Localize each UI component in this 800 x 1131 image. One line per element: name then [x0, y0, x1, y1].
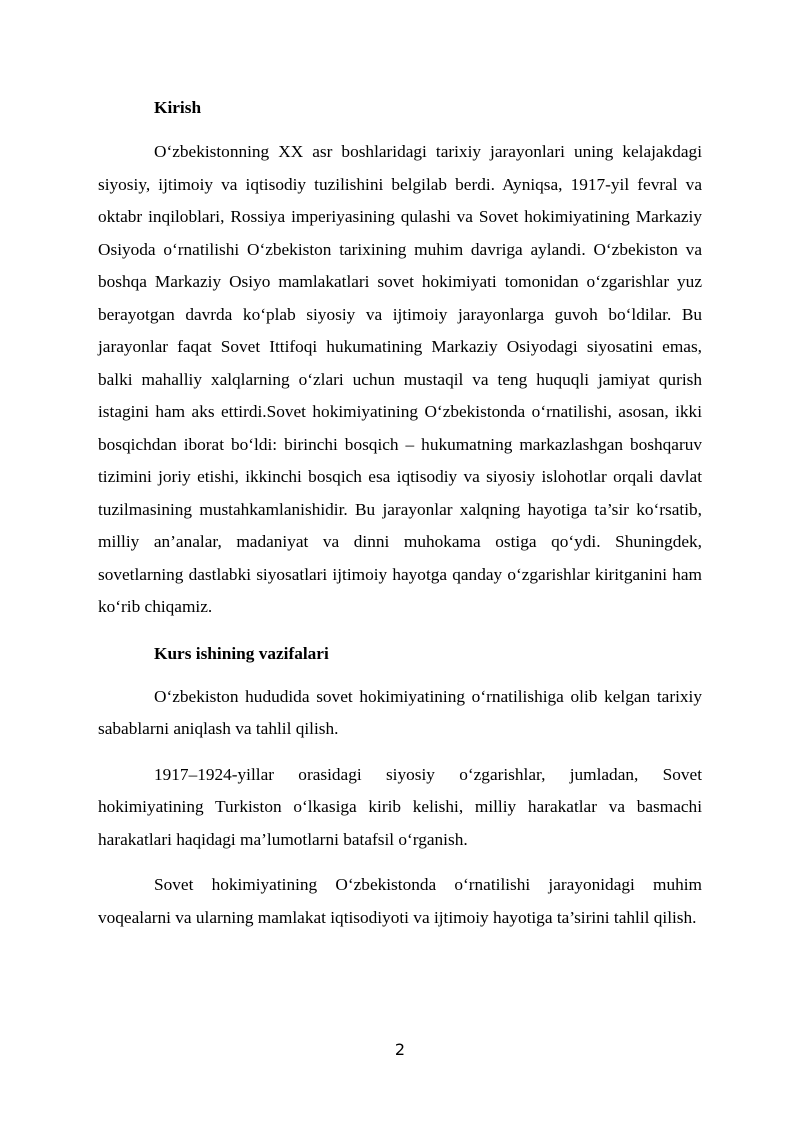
section-heading-tasks: Kurs ishining vazifalari: [154, 643, 329, 663]
section-heading-intro: Kirish: [154, 98, 202, 117]
page-content: [98, 92, 702, 947]
task-paragraph: 1917–1924-yillar orasidagi siyosiy o‘zgarishlar, jumladan, Sovet hokimiyatining Turkiston o‘lkasiga kirib kelishi, milliy harakatlar va basmachi harakatlari haqidagi ma’lumotlarni batafsil o‘rganish.: [98, 764, 702, 849]
task-paragraph: O‘zbekiston hududida sovet hokimiyatining o‘rnatilishiga olib kelgan tarixiy sabablarni aniqlash va tahlil qilish.: [98, 686, 702, 738]
task-paragraph: Sovet hokimiyatining O‘zbekistonda o‘rnatilishi jarayonidagi muhim voqealarni va ularning mamlakat iqtisodiyoti va ijtimoiy hayotiga ta’sirini tahlil qilish.: [98, 875, 702, 927]
intro-paragraph: O‘zbekistonning XX asr boshlaridagi tarixiy jarayonlari uning kelajakdagi siyosiy, ijtimoiy va iqtisodiy tuzilishini belgilab berdi. Ayniqsa, 1917-yil fevral va oktabr inqiloblari, Rossiya imperiyasining qulashi va Sovet hokimiyatining Markaziy Osiyoda o‘rnatilishi O‘zbekiston tarixining muhim davriga aylandi. O‘zbekiston va boshqa Markaziy Osiyo mamlakatlari sovet hokimiyati tomonidan o‘zgarishlar yuz berayotgan davrda ko‘plab siyosiy va ijtimoiy jarayonlarga guvoh bo‘ldilar. Bu jarayonlar faqat Sovet Ittifoqi hukumatining Markaziy Osiyodagi siyosatini emas, balki mahalliy xalqlarning o‘zlari uchun mustaqil va teng huquqli jamiyat qurish istagini ham aks ettirdi.Sovet hokimiyatining O‘zbekistonda o‘rnatilishi, asosan, ikki bosqichdan iborat bo‘ldi: birinchi bosqich – hukumatning markazlashgan boshqaruv tizimini joriy etishi, ikkinchi bosqich esa iqtisodiy va siyosiy islohotlar orqali davlat tuzilmasining mustahkamlanishidir. Bu jarayonlar xalqning hayotiga ta’sir ko‘rsatib, milliy an’analar, madaniyat va dinni muhokama ostiga qo‘ydi. Shuningdek, sovetlarning dastlabki siyosatlari ijtimoiy hayotga qanday o‘zgarishlar kiritganini ham ko‘rib chiqamiz.: [98, 142, 702, 616]
page-number: 2: [394, 1040, 406, 1059]
